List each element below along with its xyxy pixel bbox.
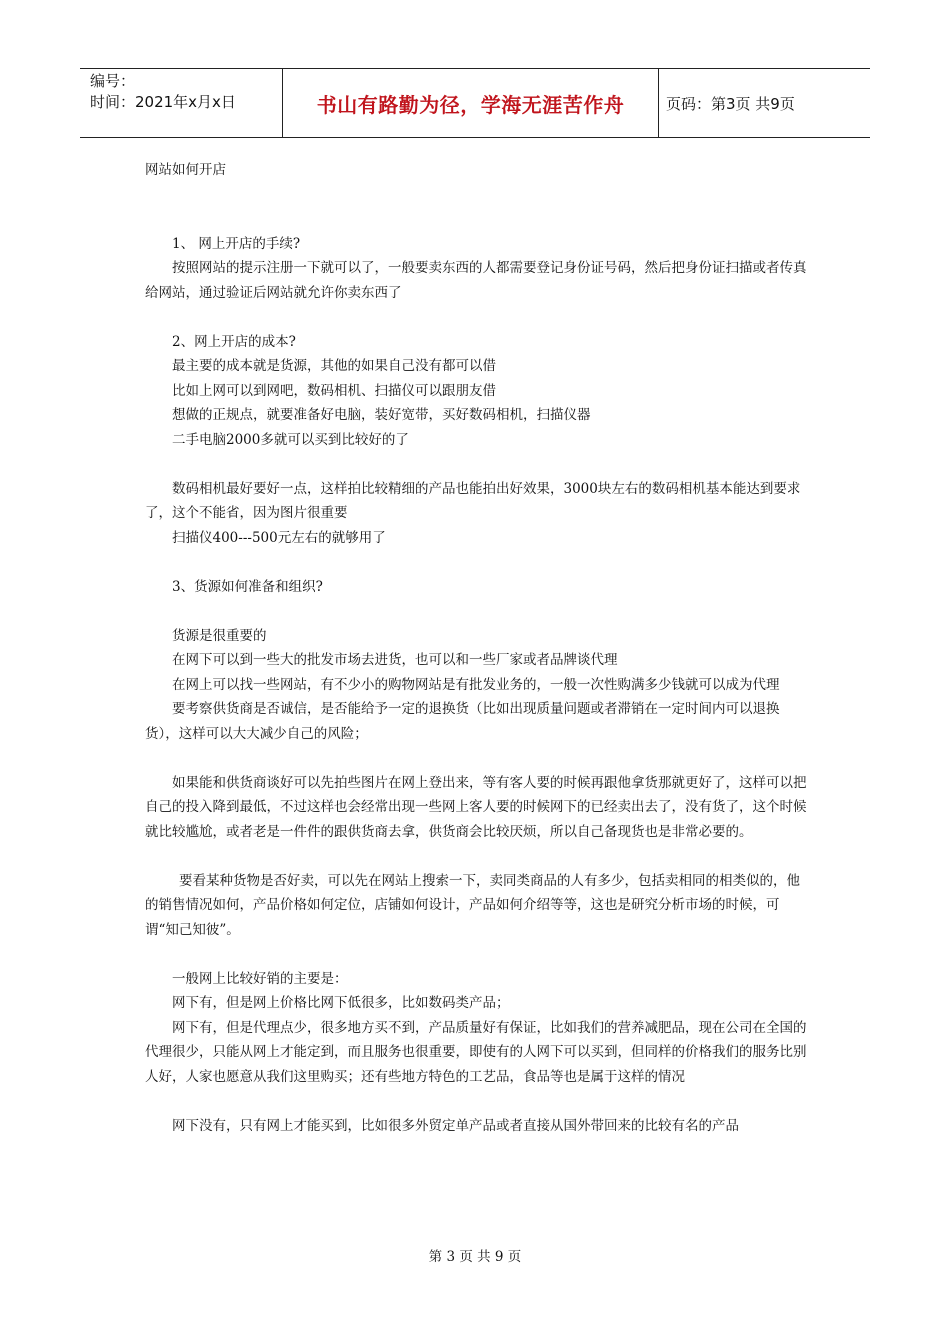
header-meta xyxy=(80,69,282,137)
number-label: 编号： xyxy=(90,72,136,90)
paragraph: 一般网上比较好销的主要是： xyxy=(172,970,348,987)
paragraph: 要看某种货物是否好卖，可以先在网站上搜索一下，卖同类商品的人有多少，包括卖相同的相类似的，他的销售情况如何，产品价格如何定位，店铺如何设计，产品如何介绍等等，这也是研究分析市场的时候，可谓“知己知彼”。 xyxy=(145,872,800,938)
paragraph: 数码相机最好要好一点，这样拍比较精细的产品也能拍出好效果，3000块左右的数码相机基本能达到要求了，这个不能省，因为图片很重要 xyxy=(145,480,801,521)
paragraph: 比如上网可以到网吧，数码相机、扫描仪可以跟朋友借 xyxy=(172,382,496,399)
paragraph: 扫描仪400---500元左右的就够用了 xyxy=(172,529,386,546)
paragraph: 网下有，但是网上价格比网下低很多，比如数码类产品； xyxy=(172,995,510,1011)
time-label: 时间：2021年x月x日 xyxy=(90,93,236,111)
paragraph: 最主要的成本就是货源，其他的如果自己没有都可以借 xyxy=(172,358,496,374)
paragraph: 按照网站的提示注册一下就可以了，一般要卖东西的人都需要登记身份证号码，然后把身份证扫描或者传真给网站，通过验证后网站就允许你卖东西了 xyxy=(145,260,807,301)
question-3: 3、货源如何准备和组织? xyxy=(172,578,323,595)
page-footer: 第 3 页 共 9 页 xyxy=(428,1249,522,1265)
header-page-label: 页码：第3页 共9页 xyxy=(666,94,795,113)
doc-title: 网站如何开店 xyxy=(145,162,226,178)
paragraph: 网下没有，只有网上才能买到，比如很多外贸定单产品或者直接从国外带回来的比较有名的产品 xyxy=(172,1117,739,1134)
question-2: 2、网上开店的成本? xyxy=(172,333,296,350)
question-1: 1、 网上开店的手续? xyxy=(172,235,301,252)
paragraph: 要考察供货商是否诚信，是否能给予一定的退换货（比如出现质量问题或者滞销在一定时间内可以退换货），这样可以大大减少自己的风险； xyxy=(145,701,780,742)
paragraph: 在网上可以找一些网站，有不少小的购物网站是有批发业务的，一般一次性购满多少钱就可以成为代理 xyxy=(172,676,780,693)
paragraph: 网下有，但是代理点少，很多地方买不到，产品质量好有保证，比如我们的营养减肥品，现在公司在全国的代理很少，只能从网上才能定到，而且服务也很重要，即使有的人网下可以买到，但同样的价格我们的服务比别人好，人家也愿意从我们这里购买；还有些地方特色的工艺品，食品等也是属于这样的情况 xyxy=(145,1019,807,1085)
paragraph: 二手电脑2000多就可以买到比较好的了 xyxy=(172,431,409,448)
header-motto: 书山有路勤为径，学海无涯苦作舟 xyxy=(282,69,659,137)
paragraph: 在网下可以到一些大的批发市场去进货，也可以和一些厂家或者品牌谈代理 xyxy=(172,652,618,668)
page-header xyxy=(80,68,870,138)
paragraph: 想做的正规点，就要准备好电脑，装好宽带，买好数码相机，扫描仪器 xyxy=(172,407,591,423)
paragraph: 货源是很重要的 xyxy=(172,627,267,644)
document-body xyxy=(145,158,810,1138)
paragraph: 如果能和供货商谈好可以先拍些图片在网上登出来，等有客人要的时候再跟他拿货那就更好了，这样可以把自己的投入降到最低，不过这样也会经常出现一些网上客人要的时候网下的已经卖出去了，没有货了，这个时候就比较尴尬，或者老是一件件的跟供货商去拿，供货商会比较厌烦，所以自己备现货也是非常必要的。 xyxy=(145,774,807,840)
